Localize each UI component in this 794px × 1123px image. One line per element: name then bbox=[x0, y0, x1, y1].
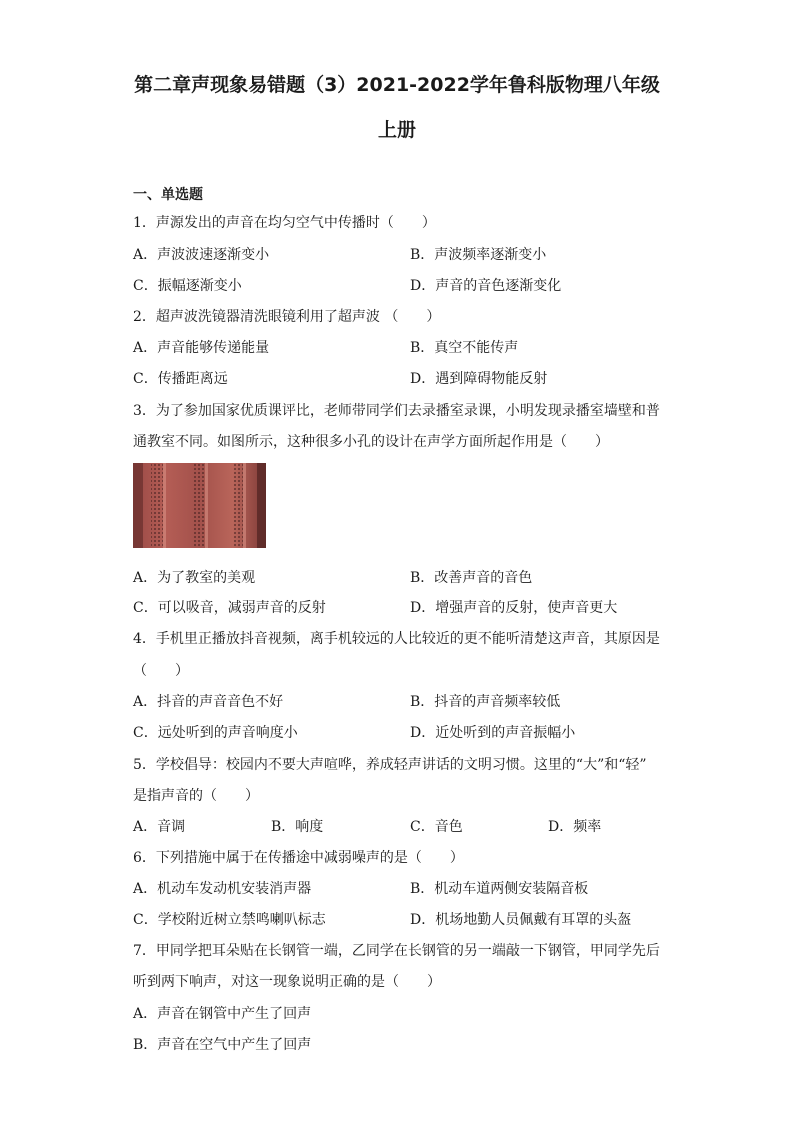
question-7-option-b: B．声音在空气中产生了回声 bbox=[133, 1037, 312, 1053]
question-5-stem-line1: 5．学校倡导：校园内不要大声喧哗，养成轻声讲话的文明习惯。这里的“大”和“轻” bbox=[133, 757, 647, 773]
question-1-option-d: D．声音的音色逐渐变化 bbox=[410, 278, 562, 294]
question-2-option-c: C．传播距离远 bbox=[133, 371, 228, 387]
question-5-option-a: A．音调 bbox=[133, 819, 186, 835]
question-5-stem-line2: 是指声音的（ ） bbox=[133, 788, 259, 804]
question-4-stem-line1: 4．手机里正播放抖音视频，离手机较远的人比较近的更不能听清楚这声音，其原因是 bbox=[133, 631, 660, 647]
question-1-option-b: B．声波频率逐渐变小 bbox=[410, 247, 547, 263]
question-3-option-d: D．增强声音的反射，使声音更大 bbox=[410, 600, 618, 616]
question-4-stem-line2: （ ） bbox=[133, 663, 189, 679]
question-5-option-d: D．频率 bbox=[548, 819, 602, 835]
question-4-option-d: D．近处听到的声音振幅小 bbox=[410, 725, 576, 741]
question-3-stem-line2: 通教室不同。如图所示，这种很多小孔的设计在声学方面所起作用是（ ） bbox=[133, 434, 609, 450]
question-1-stem: 1．声源发出的声音在均匀空气中传播时（ ） bbox=[133, 215, 436, 231]
question-1-option-c: C．振幅逐渐变小 bbox=[133, 278, 242, 294]
question-4-option-b: B．抖音的声音频率较低 bbox=[410, 694, 561, 710]
question-3-option-c: C．可以吸音，减弱声音的反射 bbox=[133, 600, 326, 616]
perforated-wall-photo bbox=[133, 463, 266, 548]
question-7-stem-line2: 听到两下响声，对这一现象说明正确的是（ ） bbox=[133, 974, 441, 990]
question-4-option-c: C．远处听到的声音响度小 bbox=[133, 725, 298, 741]
question-3-option-b: B．改善声音的音色 bbox=[410, 570, 533, 586]
question-4-option-a: A．抖音的声音音色不好 bbox=[133, 694, 284, 710]
question-3-option-a: A．为了教室的美观 bbox=[133, 570, 256, 586]
question-2-option-b: B．真空不能传声 bbox=[410, 340, 519, 356]
question-6-option-b: B．机动车道两侧安装隔音板 bbox=[410, 881, 589, 897]
section-heading: 一、单选题 bbox=[133, 187, 203, 203]
document-title-line1: 第二章声现象易错题（3）2021-2022学年鲁科版物理八年级 bbox=[134, 74, 660, 96]
document-title-line2: 上册 bbox=[377, 119, 416, 141]
question-6-option-d: D．机场地勤人员佩戴有耳罩的头盔 bbox=[410, 912, 632, 928]
question-6-option-c: C．学校附近树立禁鸣喇叭标志 bbox=[133, 912, 326, 928]
question-7-stem-line1: 7．甲同学把耳朵贴在长钢管一端，乙同学在长钢管的另一端敲一下钢管，甲同学先后 bbox=[133, 943, 660, 959]
question-6-stem: 6．下列措施中属于在传播途中减弱噪声的是（ ） bbox=[133, 850, 464, 866]
question-7-option-a: A．声音在钢管中产生了回声 bbox=[133, 1006, 312, 1022]
question-2-option-a: A．声音能够传递能量 bbox=[133, 340, 270, 356]
question-6-option-a: A．机动车发动机安装消声器 bbox=[133, 881, 312, 897]
question-2-option-d: D．遇到障碍物能反射 bbox=[410, 371, 548, 387]
question-3-stem-line1: 3．为了参加国家优质课评比，老师带同学们去录播室录课，小明发现录播室墙壁和普 bbox=[133, 403, 660, 419]
question-1-option-a: A．声波波速逐渐变小 bbox=[133, 247, 270, 263]
question-5-option-b: B．响度 bbox=[271, 819, 324, 835]
question-2-stem: 2．超声波洗镜器清洗眼镜利用了超声波 （ ） bbox=[133, 309, 441, 325]
question-5-option-c: C．音色 bbox=[410, 819, 463, 835]
